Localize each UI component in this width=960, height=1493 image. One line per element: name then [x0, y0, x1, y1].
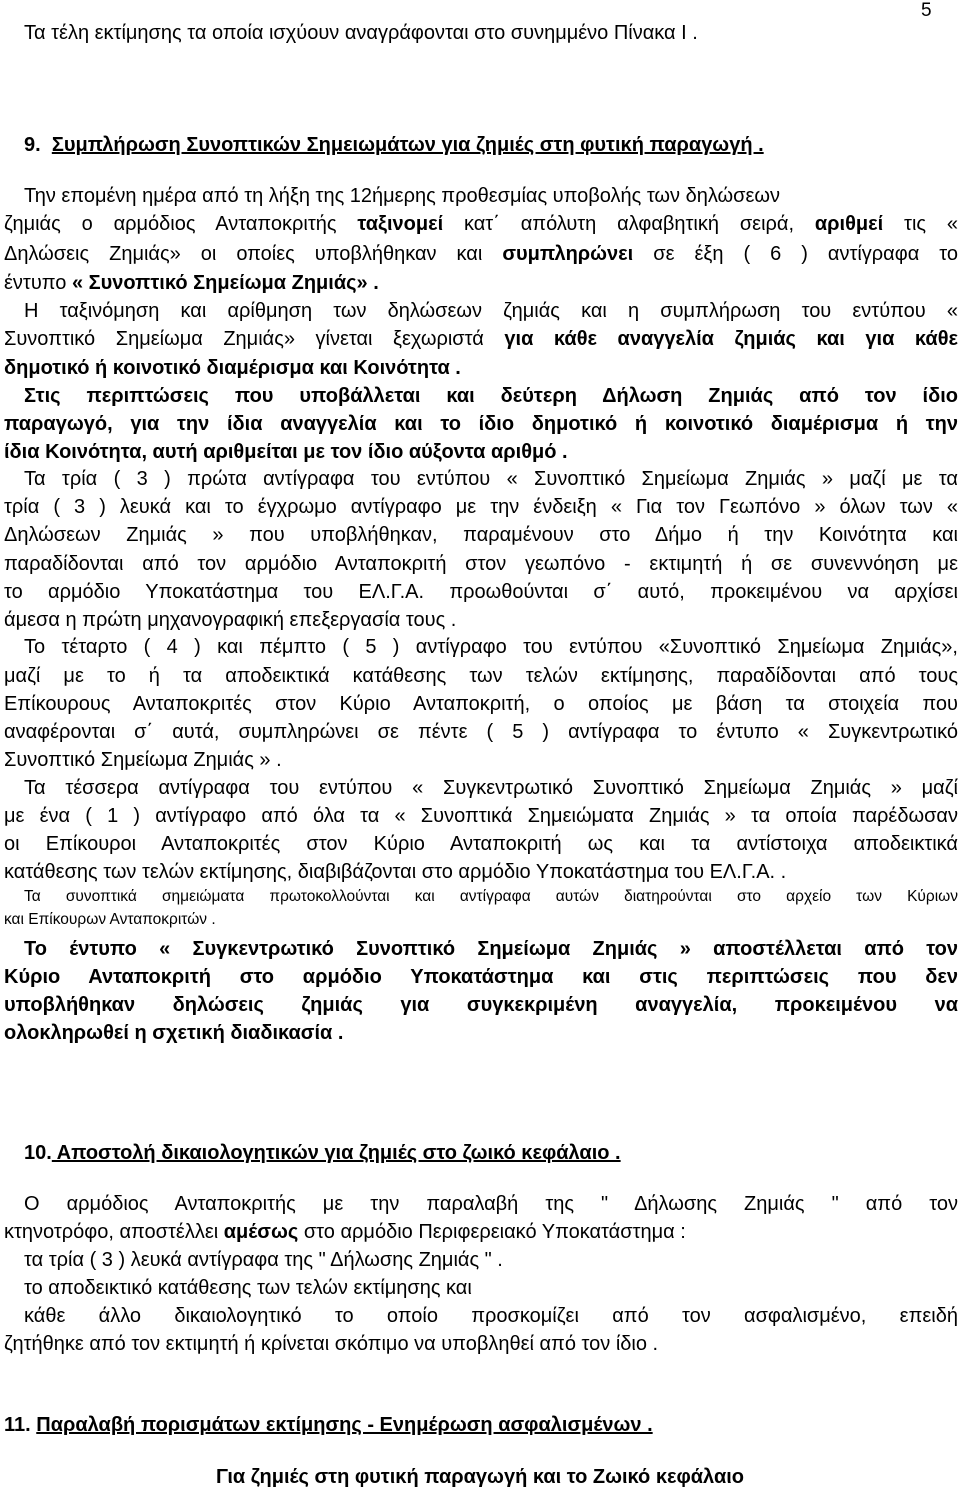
s9-p5-line2: μαζί με το ή τα αποδεικτικά κατάθεσης των τελών εκτίμησης, παραδίδονται από τους [4, 665, 958, 687]
s9-p4-line2: τρία ( 3 ) λευκά και το έγχρωμο αντίγραφο με την ένδειξη « Για τον Γεωπόνο » όλων των « [4, 496, 958, 518]
s9-p5-line5: Συνοπτικό Σημείωμα Ζημιάς » . [4, 749, 282, 771]
s10-p1-line6: ζητήθηκε από τον εκτιμητή ή κρίνεται σκόπιμο να υποβληθεί από τον ίδιο . [4, 1333, 659, 1355]
s9-p7-line1: Τα συνοπτικά σημειώματα πρωτοκολλούνται και αντίγραφα αυτών διατηρούνται στο αρχείο των Κύριων [24, 888, 958, 905]
s9-p2-line1: Η ταξινόμηση και αρίθμηση των δηλώσεων ζημιάς και η συμπλήρωση του εντύπου « [24, 300, 958, 322]
s9-p4-line6: άμεσα η πρώτη μηχανογραφική επεξεργασία τους . [4, 609, 457, 631]
section-11-heading [4, 1412, 653, 1438]
s9-p4-line3: Δηλώσεων Ζημιάς » που υποβλήθηκαν, παραμένουν στο Δήμο ή την Κοινότητα και [4, 524, 958, 546]
s10-p1-line1: Ο αρμόδιος Ανταποκριτής με την παραλαβή της " Δήλωσης Ζημιάς " από τον [24, 1193, 958, 1215]
s10-p1-line3: τα τρία ( 3 ) λευκά αντίγραφα της " Δήλωσης Ζημιάς " . [24, 1249, 503, 1271]
section-10-number: 10. [24, 1142, 52, 1164]
s9-p4-line4: παραδίδονται από τον αρμόδιο Ανταποκριτή στον γεωπόνο - εκτιμητή ή σε συνεννόηση με [4, 553, 958, 575]
s9-p6-line2: με ένα ( 1 ) αντίγραφο από όλα τα « Συνοπτικά Σημειώματα Ζημιάς » τα οποία παρέδωσαν [4, 805, 958, 827]
intro-line: Τα τέλη εκτίμησης τα οποία ισχύουν αναγράφονται στο συνημμένο Πίνακα Ι . [24, 22, 698, 44]
s9-p8-line3: υποβλήθηκαν δηλώσεις ζημιάς για συγκεκριμένη αναγγελία, προκειμένου να [4, 994, 958, 1016]
s9-p8-line4: ολοκληρωθεί η σχετική διαδικασία . [4, 1022, 344, 1044]
s10-p1-line5: κάθε άλλο δικαιολογητικό το οποίο προσκομίζει από τον ασφαλισμένο, επειδή [24, 1305, 958, 1327]
s9-p7-line2: και Επίκουρων Ανταποκριτών . [4, 911, 216, 928]
s9-p5-line4: αναφέρονται σ΄ αυτά, συμπληρώνει σε πέντε ( 5 ) αντίγραφα το έντυπο « Συγκεντρωτικό [4, 721, 958, 743]
s9-p1-line3: Δηλώσεις Ζημιάς» οι οποίες υποβλήθηκαν και συμπληρώνει σε έξη ( 6 ) αντίγραφα το [4, 243, 958, 265]
s9-p3-line3: ίδια Κοινότητα, αυτή αριθμείται με τον ίδιο αύξοντα αριθμό . [4, 441, 568, 463]
s9-p1-line1: Την επομένη ημέρα από τη λήξη της 12ήμερης προθεσμίας υποβολής των δηλώσεων [24, 185, 781, 207]
s9-p5-line1: Το τέταρτο ( 4 ) και πέμπτο ( 5 ) αντίγραφο του εντύπου «Συνοπτικό Σημείωμα Ζημιάς», [24, 636, 958, 658]
s9-p3-line1: Στις περιπτώσεις που υποβάλλεται και δεύτερη Δήλωση Ζημιάς από τον ίδιο [24, 385, 958, 407]
section-9-number: 9. [24, 134, 41, 156]
s9-p3-line2: παραγωγό, για την ίδια αναγγελία και το ίδιο δημοτικό ή κοινοτικό διαμέρισμα ή την [4, 413, 958, 435]
section-9-heading [24, 132, 764, 158]
page-number: 5 [921, 0, 932, 21]
s9-p2-line3: δημοτικό ή κοινοτικό διαμέρισμα και Κοινότητα . [4, 357, 461, 379]
s10-p1-line2: κτηνοτρόφο, αποστέλλει αμέσως στο αρμόδιο Περιφερειακό Υποκατάστημα : [4, 1221, 686, 1243]
s9-p1-line4: έντυπο « Συνοπτικό Σημείωμα Ζημιάς» . [4, 272, 379, 294]
s9-p2-line2: Συνοπτικό Σημείωμα Ζημιάς» γίνεται ξεχωριστά για κάθε αναγγελία ζημιάς και για κάθε [4, 328, 959, 350]
section-10-heading [24, 1140, 621, 1166]
s9-p4-line5: το αρμόδιο Υποκατάστημα του ΕΛ.Γ.Α. προωθούνται σ΄ αυτό, προκειμένου να αρχίσει [4, 581, 958, 603]
section-9-title: Συμπλήρωση Συνοπτικών Σημειωμάτων για ζημιές στη φυτική παραγωγή . [51, 134, 764, 156]
s9-p1-line2: ζημιάς ο αρμόδιος Ανταποκριτής ταξινομεί κατ΄ απόλυτη αλφαβητική σειρά, αριθμεί τις « [4, 213, 959, 235]
section-10-title: Αποστολή δικαιολογητικών για ζημιές στο ζωικό κεφάλαιο . [51, 1142, 621, 1164]
s9-p4-line1: Τα τρία ( 3 ) πρώτα αντίγραφα του εντύπου « Συνοπτικό Σημείωμα Ζημιάς » μαζί με τα [24, 468, 958, 490]
s9-p6-line1: Τα τέσσερα αντίγραφα του εντύπου « Συγκεντρωτικό Συνοπτικό Σημείωμα Ζημιάς » μαζί [24, 777, 958, 799]
s9-p8-line1: Το έντυπο « Συγκεντρωτικό Συνοπτικό Σημείωμα Ζημιάς » αποστέλλεται από τον [24, 938, 958, 960]
s10-p1-line4: το αποδεικτικό κατάθεσης των τελών εκτίμησης και [24, 1277, 472, 1299]
s9-p6-line3: οι Επίκουροι Ανταποκριτές στον Κύριο Ανταποκριτή ως και τα αντίστοιχα αποδεικτικά [4, 833, 958, 855]
s9-p5-line3: Επίκουρους Ανταποκριτές στον Κύριο Ανταποκριτή, ο οποίος με βάση τα στοιχεία που [4, 693, 958, 715]
section-11-subtitle: Για ζημιές στη φυτική παραγωγή και το Ζωικό κεφάλαιο [215, 1466, 745, 1488]
s9-p8-line2: Κύριο Ανταποκριτή στο αρμόδιο Υποκατάστημα και στις περιπτώσεις που δεν [4, 966, 958, 988]
s9-p6-line4: κατάθεσης των τελών εκτίμησης, διαβιβάζονται στο αρμόδιο Υποκατάστημα του ΕΛ.Γ.Α. . [4, 861, 787, 883]
section-11-title: Παραλαβή πορισμάτων εκτίμησης - Ενημέρωση ασφαλισμένων . [36, 1414, 653, 1436]
section-11-number: 11. [4, 1414, 31, 1436]
